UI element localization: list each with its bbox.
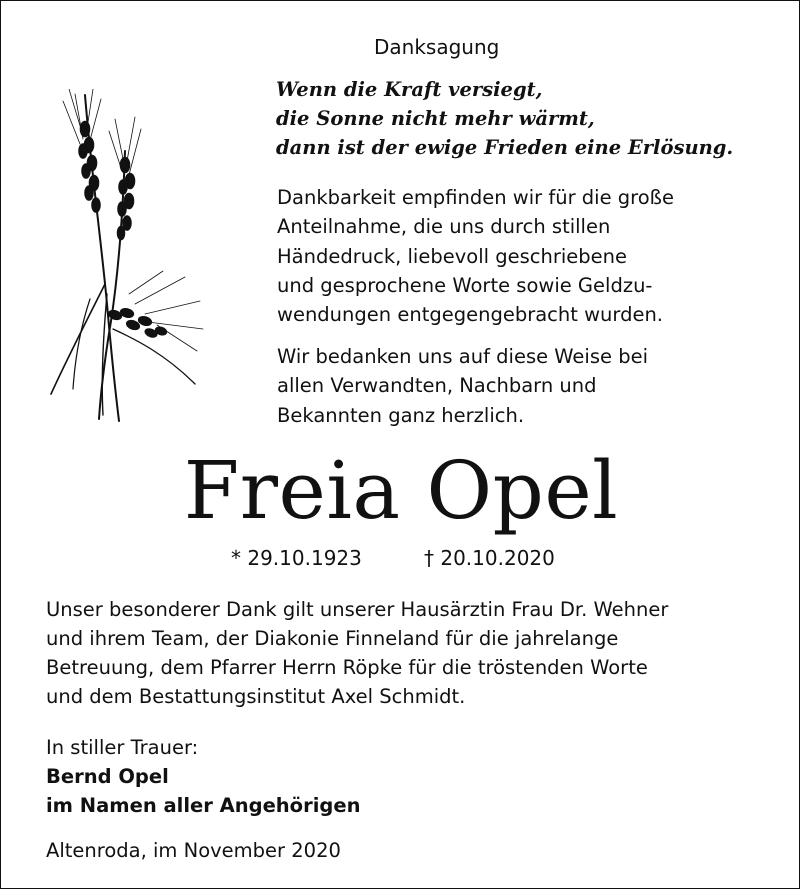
death-date: † 20.10.2020 (424, 546, 555, 570)
deceased-name: Freia Opel (183, 444, 619, 537)
paragraph-line: Bekannten ganz herzlich. (277, 403, 525, 427)
signoff-intro: In stiller Trauer: (46, 736, 199, 759)
paragraph-line: Unser besonderer Dank gilt unserer Hausärztin Frau Dr. Wehner (46, 598, 669, 621)
notice-heading: Danksagung (374, 35, 500, 59)
paragraph-line: wendungen entgegengebracht wurden. (277, 303, 664, 327)
motto-line: die Sonne nicht mehr wärmt, (276, 107, 595, 130)
paragraph-line: Händedruck, liebevoll geschriebene (277, 244, 628, 268)
special-thanks-paragraph (46, 595, 668, 711)
paragraph-line: Anteilnahme, die uns durch stillen (277, 215, 611, 239)
paragraph-line: Wir bedanken uns auf diese Weise bei (277, 345, 648, 368)
paragraph-line: und ihrem Team, der Diakonie Finneland für die jahrelange (46, 627, 619, 650)
motto-verse (276, 75, 733, 162)
paragraph-line: und dem Bestattungsinstitut Axel Schmidt. (46, 685, 466, 708)
signer-on-behalf: im Namen aller Angehörigen (46, 794, 361, 817)
birth-date: * 29.10.1923 (231, 546, 362, 570)
gratitude-paragraph (277, 183, 674, 329)
paragraph-line: allen Verwandten, Nachbarn und (277, 374, 597, 398)
signoff-block (46, 733, 360, 820)
paragraph-line: und gesprochene Worte sowie Geldzu- (277, 273, 653, 297)
motto-line: Wenn die Kraft versiegt, (276, 78, 543, 101)
paragraph-line: Betreuung, dem Pfarrer Herrn Röpke für die tröstenden Worte (46, 656, 648, 679)
place-and-date: Altenroda, im November 2020 (46, 839, 341, 862)
motto-line: dann ist der ewige Frieden eine Erlösung. (276, 136, 734, 159)
paragraph-line: Dankbarkeit empfinden wir für die große (277, 186, 674, 209)
thanks-relatives-paragraph (277, 342, 648, 430)
signer-name: Bernd Opel (46, 765, 169, 788)
wheat-ears-icon (45, 89, 205, 424)
